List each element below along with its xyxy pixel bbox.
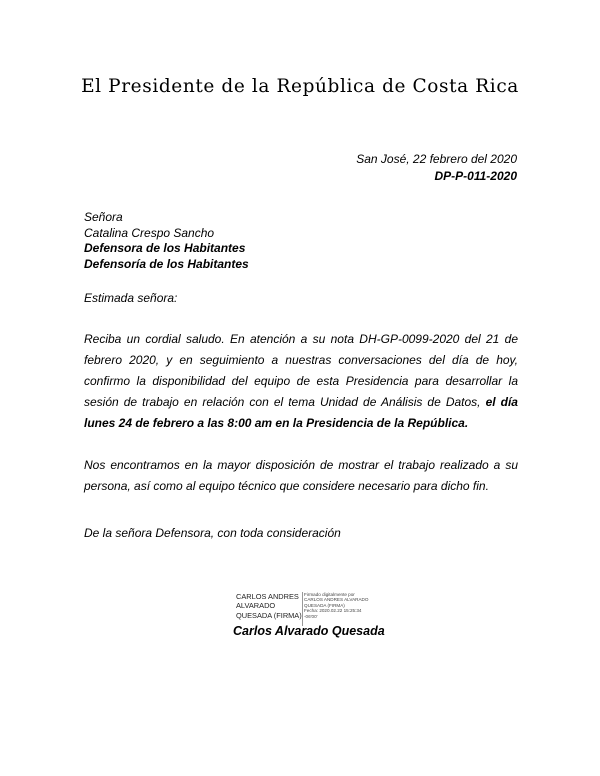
- recipient-institution: Defensoría de los Habitantes: [84, 256, 249, 271]
- signer-line: CARLOS ANDRES: [236, 592, 299, 601]
- greeting: Estimada señora:: [84, 291, 178, 305]
- letterhead-title: El Presidente de la República de Costa Rica: [81, 76, 519, 97]
- signer-line: QUESADA (FIRMA): [236, 610, 302, 620]
- reference-number: DP-P-011-2020: [434, 169, 517, 183]
- signer-printed-name: Carlos Alvarado Quesada: [233, 624, 385, 638]
- recipient-name: Catalina Crespo Sancho: [84, 225, 215, 240]
- signature-detail-line: -06'00': [304, 613, 318, 619]
- body-paragraph-2: Nos encontramos en la mayor disposición de mostrar el trabajo realizado a su persona, así como al equipo técnico que considere necesario para dicho fin.: [84, 458, 518, 493]
- signature-detail-line: Fecha: 2020.02.22 15:25:34: [304, 608, 362, 614]
- recipient-block: [84, 210, 249, 272]
- signature-detail-line: QUESADA (FIRMA): [304, 602, 345, 608]
- signer-line: ALVARADO: [236, 601, 276, 611]
- body-paragraph-1: [84, 329, 518, 434]
- signature-divider: [302, 592, 303, 626]
- body-paragraph-1-emphasis: el día lunes 24 de febrero a las 8:00 am en la Presidencia de la República.: [84, 395, 518, 430]
- dateline-block: [356, 151, 517, 185]
- closing-line: De la señora Defensora, con toda consideración: [84, 526, 341, 540]
- signature-details: [304, 592, 384, 619]
- signature-detail-line: Firmado digitalmente por: [304, 592, 355, 597]
- signature-signer-name: [236, 592, 300, 620]
- recipient-position: Defensora de los Habitantes: [84, 241, 246, 255]
- recipient-salutation: Señora: [84, 210, 123, 224]
- body-paragraph-1-text: Reciba un cordial saludo. En atención a su nota DH-GP-0099-2020 del 21 de febrero 2020, y en seguimiento a nuestras conversaciones del día de hoy, confirmo la disponibilidad del equipo de esta Presidencia para desarrollar la sesión de trabajo en relación con el tema Unidad de Análisis de Datos,: [84, 332, 518, 409]
- place-date: San José, 22 febrero del 2020: [356, 152, 517, 166]
- signature-detail-line: CARLOS ANDRES ALVARADO: [304, 597, 369, 603]
